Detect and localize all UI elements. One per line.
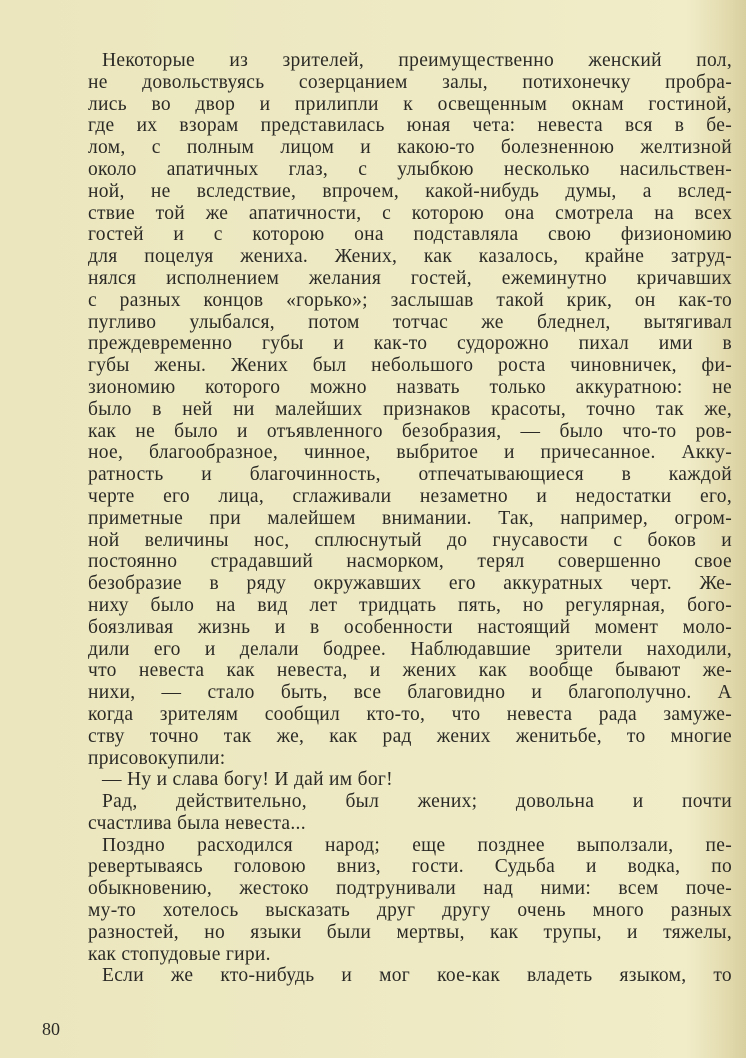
text-line: Если же кто-нибудь и мог кое-как владеть языком, то bbox=[102, 965, 732, 987]
text-line: му-то хотелось высказать друг другу очень много разных bbox=[88, 900, 732, 922]
text-line: было в ней ни малейших признаков красоты, точно так же, bbox=[88, 398, 732, 420]
text-line: гостей и с которою она подставляла свою физиономию bbox=[88, 224, 732, 246]
text-line: черте его лица, сглаживали незаметно и недостатки его, bbox=[88, 485, 732, 507]
text-line: приметные при малейшем внимании. Так, например, огром- bbox=[88, 507, 732, 529]
text-line: ниху было на вид лет тридцать пять, но регулярная, бого- bbox=[88, 594, 732, 616]
text-line: безобразие в ряду окружавших его аккуратных черт. Же- bbox=[88, 573, 732, 595]
text-line: обыкновению, жестоко подтрунивали над ними: всем поче- bbox=[88, 878, 732, 900]
page-number: 80 bbox=[42, 1019, 60, 1039]
text-line: лом, с полным лицом и какою-то болезненною желтизной bbox=[88, 137, 732, 159]
text-line: дили его и делали бодрее. Наблюдавшие зрители находили, bbox=[88, 638, 732, 660]
text-line: Рад, действительно, был жених; довольна и почти bbox=[102, 791, 732, 813]
text-line: не довольствуясь созерцанием залы, потихонечку пробра- bbox=[88, 71, 732, 93]
text-line: ной, не вследствие, впрочем, какой-нибудь думы, а вслед- bbox=[88, 180, 732, 202]
text-line: постоянно страдавший насморком, терял совершенно свое bbox=[88, 551, 732, 573]
text-line: где их взорам представилась юная чета: невеста вся в бе- bbox=[88, 115, 732, 137]
page-body-text bbox=[88, 50, 732, 987]
text-line: лись во двор и прилипли к освещенным окнам гостиной, bbox=[88, 93, 732, 115]
text-line: около апатичных глаз, с улыбкою несколько насильствен- bbox=[88, 158, 732, 180]
text-line: ратность и благочинность, отпечатывающиеся в каждой bbox=[88, 464, 732, 486]
text-line: преждевременно губы и как-то судорожно пихал ими в bbox=[88, 333, 732, 355]
text-line: ревертываясь головою вниз, гости. Судьба и водка, по bbox=[88, 856, 732, 878]
text-line: зиономию которого можно назвать только аккуратною: не bbox=[88, 376, 732, 398]
text-line: пугливо улыбался, потом тотчас же бледнел, вытягивал bbox=[88, 311, 732, 333]
text-line: нялся исполнением желания гостей, ежеминутно кричавших bbox=[88, 267, 732, 289]
text-line: с разных концов «горько»; заслышав такой крик, он как-то bbox=[88, 289, 732, 311]
text-line: как не было и отъявленного безобразия, — было что-то ров- bbox=[88, 420, 732, 442]
text-line: что невеста как невеста, и жених как вообще бывают же- bbox=[88, 660, 732, 682]
text-line: Поздно расходился народ; еще позднее выползали, пе- bbox=[102, 834, 732, 856]
text-line: ствие той же апатичности, с которою она смотрела на всех bbox=[88, 202, 732, 224]
text-line: присовокупили: bbox=[88, 747, 226, 769]
text-line: как стопудовые гири. bbox=[88, 943, 271, 965]
text-line: ству точно так же, как рад жених женитьбе, то многие bbox=[88, 725, 732, 747]
text-line: ное, благообразное, чинное, выбритое и причесанное. Акку- bbox=[88, 442, 732, 464]
text-line: когда зрителям сообщил кто-то, что невеста рада замуже- bbox=[88, 703, 732, 725]
text-line: ной величины нос, сплюснутый до гнусавости с боков и bbox=[88, 529, 732, 551]
text-line: разностей, но языки были мертвы, как трупы, и тяжелы, bbox=[88, 921, 732, 943]
text-line: губы жены. Жених был небольшого роста чиновничек, фи- bbox=[88, 355, 732, 377]
text-line: — Ну и слава богу! И дай им бог! bbox=[102, 769, 393, 791]
text-line: боязливая жизнь и в особенности настоящий момент моло- bbox=[88, 616, 732, 638]
text-line: для поцелуя жениха. Жених, как казалось, крайне затруд- bbox=[88, 246, 732, 268]
text-line: нихи, — стало быть, все благовидно и благополучно. А bbox=[88, 682, 732, 704]
text-line: счастлива была невеста... bbox=[88, 812, 306, 834]
text-line: Некоторые из зрителей, преимущественно женский пол, bbox=[102, 50, 732, 71]
